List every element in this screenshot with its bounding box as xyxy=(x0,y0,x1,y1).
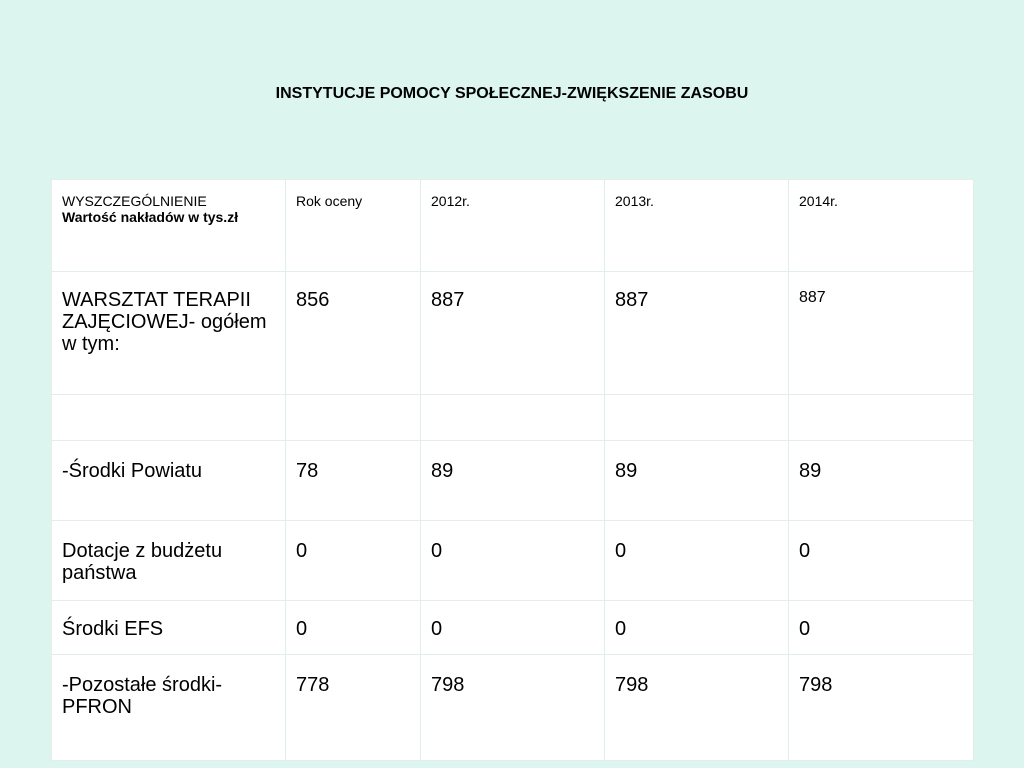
cell-2012: 0 xyxy=(421,521,605,601)
header-cell-wyszczegolnienie xyxy=(52,180,286,272)
page-title: INSTYTUCJE POMOCY SPOŁECZNEJ-ZWIĘKSZENIE ZASOBU xyxy=(275,85,749,102)
header-sublabel: Wartość nakładów w tys.zł xyxy=(62,209,239,225)
cell-2012: 887 xyxy=(421,272,605,395)
cell-2013: 798 xyxy=(605,655,789,761)
table-row xyxy=(52,441,974,521)
cell-2013: 887 xyxy=(605,272,789,395)
table-row xyxy=(52,272,974,395)
table-row-empty xyxy=(52,395,974,441)
cell-rok-oceny: 778 xyxy=(286,655,421,761)
cell-2012 xyxy=(421,395,605,441)
cell-rok-oceny: 0 xyxy=(286,521,421,601)
cell-2013: 0 xyxy=(605,601,789,655)
cell-rok-oceny: 856 xyxy=(286,272,421,395)
row-label: WARSZTAT TERAPII ZAJĘCIOWEJ- ogółem w tym: xyxy=(52,272,286,395)
header-cell-2013: 2013r. xyxy=(605,180,789,272)
row-label: Środki EFS xyxy=(52,601,286,655)
cell-rok-oceny: 0 xyxy=(286,601,421,655)
row-label: -Środki Powiatu xyxy=(52,441,286,521)
cell-2014: 887 xyxy=(789,272,974,395)
table-header-row xyxy=(52,180,974,272)
cell-2013 xyxy=(605,395,789,441)
cell-2012: 798 xyxy=(421,655,605,761)
cell-2014: 0 xyxy=(789,601,974,655)
cell-2012: 0 xyxy=(421,601,605,655)
row-label: Dotacje z budżetu państwa xyxy=(52,521,286,601)
cell-2014 xyxy=(789,395,974,441)
cell-2014: 0 xyxy=(789,521,974,601)
cell-2014: 89 xyxy=(789,441,974,521)
header-cell-rok-oceny: Rok oceny xyxy=(286,180,421,272)
cell-rok-oceny xyxy=(286,395,421,441)
cell-2013: 89 xyxy=(605,441,789,521)
cell-2012: 89 xyxy=(421,441,605,521)
cell-2014: 798 xyxy=(789,655,974,761)
cell-rok-oceny: 78 xyxy=(286,441,421,521)
row-label: -Pozostałe środki-PFRON xyxy=(52,655,286,761)
header-label: WYSZCZEGÓLNIENIE xyxy=(62,193,207,209)
table-row xyxy=(52,521,974,601)
cell-2013: 0 xyxy=(605,521,789,601)
table-row xyxy=(52,601,974,655)
row-label xyxy=(52,395,286,441)
header-cell-2014: 2014r. xyxy=(789,180,974,272)
table-row xyxy=(52,655,974,761)
data-table xyxy=(51,179,974,761)
header-cell-2012: 2012r. xyxy=(421,180,605,272)
